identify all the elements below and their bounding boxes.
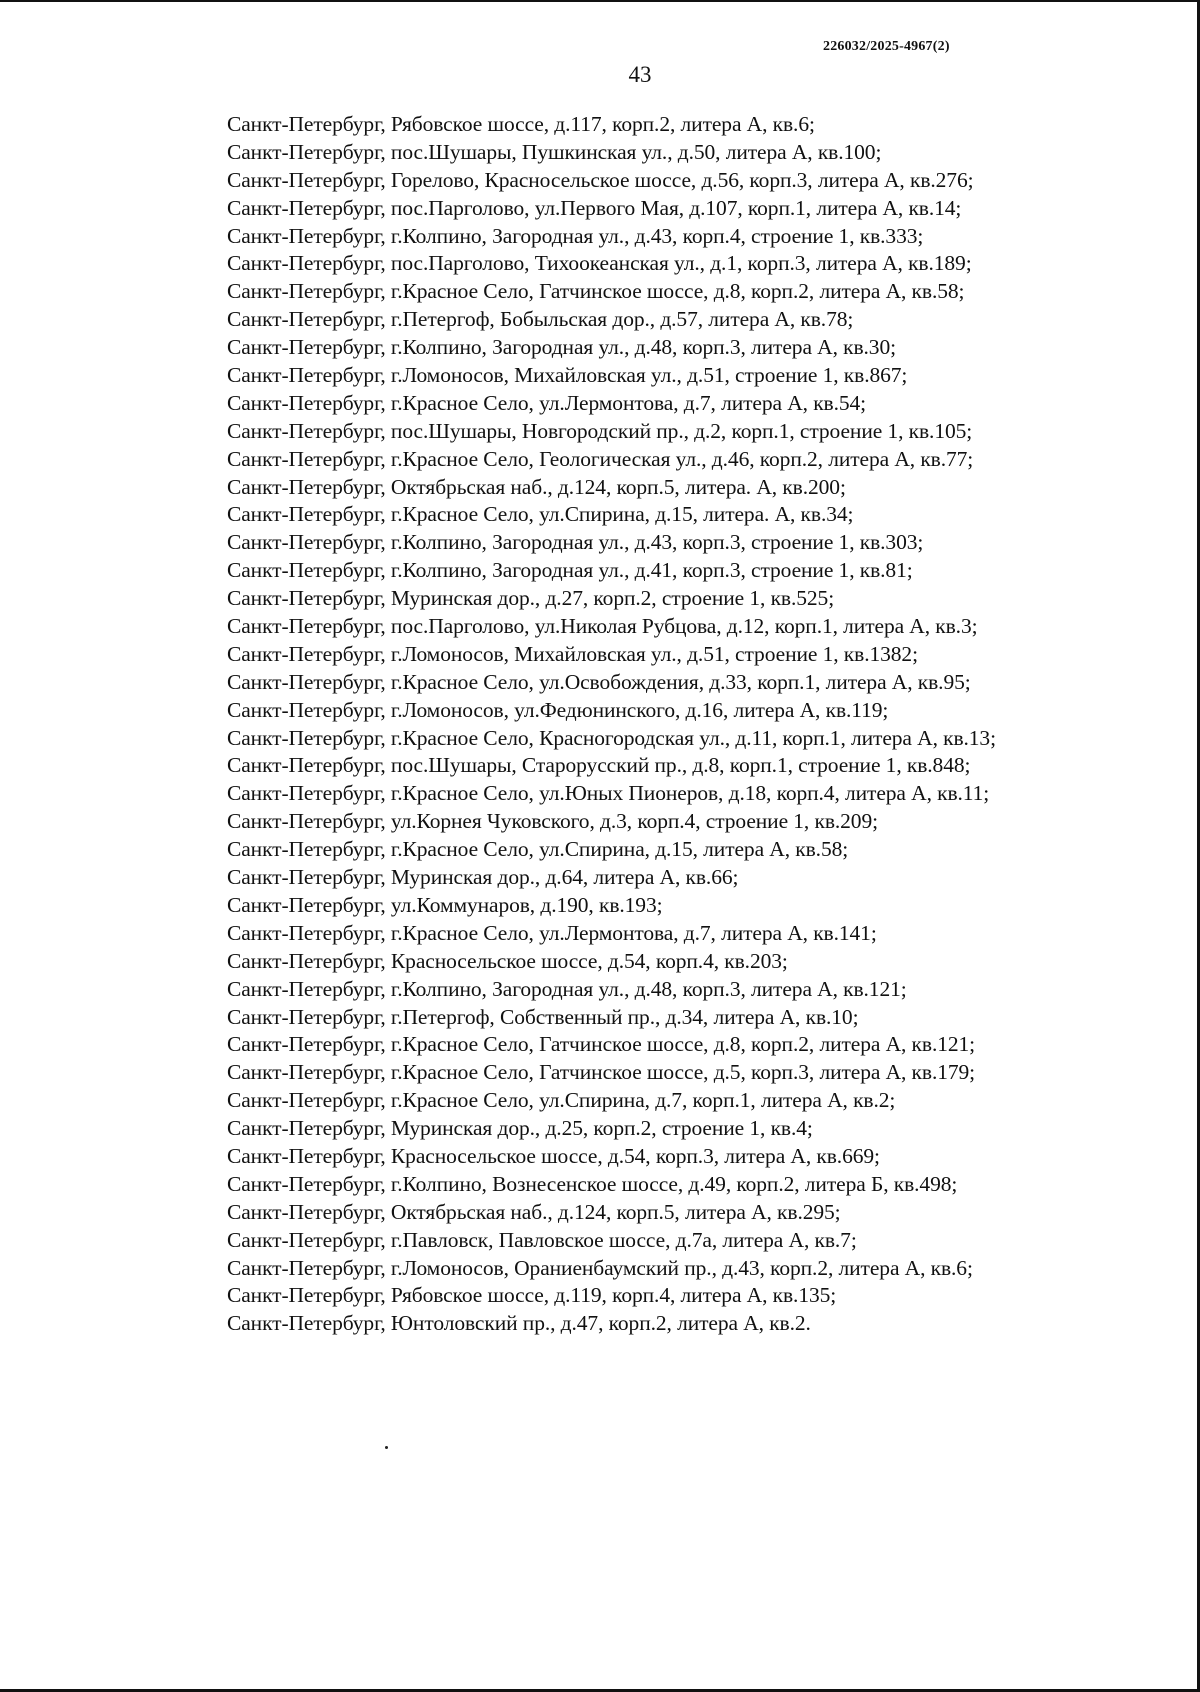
address-line: Санкт-Петербург, пос.Шушары, Новгородский пр., д.2, корп.1, строение 1, кв.105; [227,418,973,443]
document-id: 226032/2025-4967(2) [823,39,950,54]
address-line: Санкт-Петербург, Горелово, Красносельское шоссе, д.56, корп.3, литера А, кв.276; [227,167,974,192]
address-line: Санкт-Петербург, пос.Парголово, ул.Первого Мая, д.107, корп.1, литера А, кв.14; [227,195,962,220]
address-line: Санкт-Петербург, г.Колпино, Загородная ул., д.43, корп.3, строение 1, кв.303; [227,530,924,555]
address-line: Санкт-Петербург, г.Ломоносов, Михайловская ул., д.51, строение 1, кв.867; [227,363,908,388]
page-border-top [0,0,1200,2]
page-number: 43 [628,62,652,87]
address-line: Санкт-Петербург, г.Колпино, Загородная ул., д.48, корп.3, литера А, кв.121; [227,976,907,1001]
address-line: Санкт-Петербург, Рябовское шоссе, д.117, корп.2, литера А, кв.6; [227,112,815,136]
address-line: Санкт-Петербург, Октябрьская наб., д.124, корп.5, литера А, кв.295; [227,1199,841,1224]
address-line: Санкт-Петербург, г.Петергоф, Бобыльская дор., д.57, литера А, кв.78; [227,307,854,332]
address-line: Санкт-Петербург, пос.Шушары, Пушкинская ул., д.50, литера А, кв.100; [227,139,882,164]
address-line: Санкт-Петербург, Рябовское шоссе, д.119, корп.4, литера А, кв.135; [227,1283,837,1308]
address-line: Санкт-Петербург, г.Красное Село, Гатчинское шоссе, д.5, корп.3, литера А, кв.179; [227,1060,976,1085]
address-line: Санкт-Петербург, г.Красное Село, Геологическая ул., д.46, корп.2, литера А, кв.77; [227,446,974,471]
address-line: Санкт-Петербург, Красносельское шоссе, д.54, корп.4, кв.203; [227,948,788,973]
address-line: Санкт-Петербург, Муринская дор., д.64, литера А, кв.66; [227,865,739,890]
scan-speck [385,1446,388,1449]
address-line: Санкт-Петербург, г.Красное Село, ул.Спирина, д.7, корп.1, литера А, кв.2; [227,1088,896,1113]
address-line: Санкт-Петербург, ул.Коммунаров, д.190, кв.193; [227,892,663,917]
address-line: Санкт-Петербург, г.Колпино, Загородная ул., д.41, корп.3, строение 1, кв.81; [227,558,913,583]
address-line: Санкт-Петербург, г.Павловск, Павловское шоссе, д.7а, литера А, кв.7; [227,1227,857,1252]
address-line: Санкт-Петербург, г.Ломоносов, ул.Федюнинского, д.16, литера А, кв.119; [227,697,889,722]
address-line: Санкт-Петербург, ул.Корнея Чуковского, д.3, корп.4, строение 1, кв.209; [227,809,878,834]
address-line: Санкт-Петербург, Муринская дор., д.27, корп.2, строение 1, кв.525; [227,586,835,611]
address-line: Санкт-Петербург, г.Колпино, Вознесенское шоссе, д.49, корп.2, литера Б, кв.498; [227,1171,958,1196]
address-line: Санкт-Петербург, Юнтоловский пр., д.47, корп.2, литера А, кв.2. [227,1311,811,1336]
address-line: Санкт-Петербург, пос.Шушары, Старорусский пр., д.8, корп.1, строение 1, кв.848; [227,753,971,778]
address-line: Санкт-Петербург, г.Красное Село, ул.Юных Пионеров, д.18, корп.4, литера А, кв.11; [227,781,990,806]
address-line: Санкт-Петербург, г.Колпино, Загородная ул., д.48, корп.3, литера А, кв.30; [227,335,896,360]
address-line: Санкт-Петербург, г.Красное Село, ул.Лермонтова, д.7, литера А, кв.141; [227,920,877,945]
address-line: Санкт-Петербург, г.Красное Село, ул.Спирина, д.15, литера А, кв.58; [227,837,849,862]
address-line: Санкт-Петербург, пос.Парголово, Тихоокеанская ул., д.1, корп.3, литера А, кв.189; [227,251,972,276]
address-line: Санкт-Петербург, г.Красное Село, Гатчинское шоссе, д.8, корп.2, литера А, кв.58; [227,279,965,304]
address-list [227,111,996,1338]
address-line: Санкт-Петербург, пос.Парголово, ул.Николая Рубцова, д.12, корп.1, литера А, кв.3; [227,614,978,639]
address-line: Санкт-Петербург, Красносельское шоссе, д.54, корп.3, литера А, кв.669; [227,1143,880,1168]
address-line: Санкт-Петербург, Октябрьская наб., д.124, корп.5, литера. А, кв.200; [227,474,846,499]
address-line: Санкт-Петербург, г.Красное Село, ул.Спирина, д.15, литера. А, кв.34; [227,502,854,527]
address-line: Санкт-Петербург, Муринская дор., д.25, корп.2, строение 1, кв.4; [227,1116,813,1141]
address-line: Санкт-Петербург, г.Петергоф, Собственный пр., д.34, литера А, кв.10; [227,1004,859,1029]
address-line: Санкт-Петербург, г.Ломоносов, Ораниенбаумский пр., д.43, корп.2, литера А, кв.6; [227,1255,973,1280]
address-line: Санкт-Петербург, г.Колпино, Загородная ул., д.43, корп.4, строение 1, кв.333; [227,223,924,248]
address-line: Санкт-Петербург, г.Красное Село, ул.Освобождения, д.33, корп.1, литера А, кв.95; [227,669,971,694]
address-line: Санкт-Петербург, г.Ломоносов, Михайловская ул., д.51, строение 1, кв.1382; [227,641,918,666]
address-line: Санкт-Петербург, г.Красное Село, Гатчинское шоссе, д.8, корп.2, литера А, кв.121; [227,1032,976,1057]
address-line: Санкт-Петербург, г.Красное Село, ул.Лермонтова, д.7, литера А, кв.54; [227,390,867,415]
address-line: Санкт-Петербург, г.Красное Село, Красногородская ул., д.11, корп.1, литера А, кв.13; [227,725,996,750]
